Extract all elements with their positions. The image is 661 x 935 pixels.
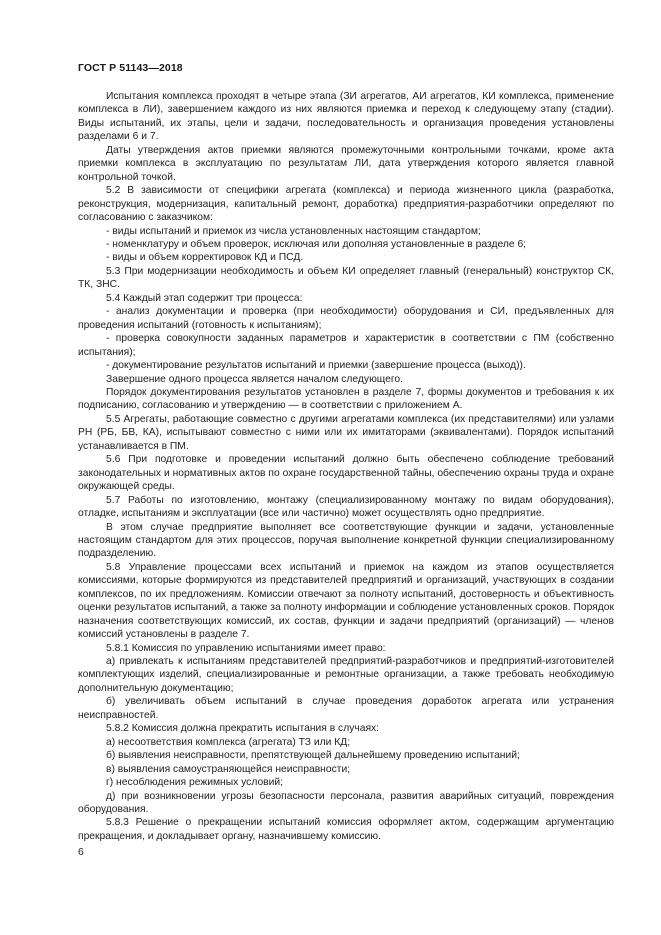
paragraph: 5.4 Каждый этап содержит три процесса: — [106, 292, 303, 304]
list-item: - документирование результатов испытаний и приемки (завершение процесса (выход)). — [106, 360, 526, 372]
list-item: г) несоблюдения режимных условий; — [106, 777, 284, 789]
paragraph: 5.3 При модернизации необходимость и объем КИ определяет главный (генеральный) конструктор СК, ТК, ЗНС. — [78, 265, 614, 291]
paragraph: 5.7 Работы по изготовлению, монтажу (специализированному монтажу по видам оборудования), отладке, испытаниям и эксплуатации (все или частично) может осуществлять одно предприятие. — [78, 494, 614, 520]
paragraph: Порядок документирования результатов установлен в разделе 7, формы документов и требования к их подписанию, согласованию и утверждению — в соответствии с приложением А. — [78, 386, 614, 412]
paragraph: 5.8 Управление процессами всех испытаний и приемок на каждом из этапов осуществляется комиссиями, которые формируются из представителей предприятий и организаций, участвующих в создании комплексов, по их предложениям. Комиссии отвечают за полноту испытаний, достоверность и объективность оценки результатов испытаний, а также за полноту информации и соблюдение установленных сроков. Порядок назначения соответствующих комиссий, их состав, функции и задачи предприятий (организаций) — членов комиссий установлены в разделе 7. — [78, 561, 614, 641]
paragraph: 5.8.3 Решение о прекращении испытаний комиссия оформляет актом, содержащим аргументацию прекращения, и докладывает органу, назначившему комиссию. — [78, 817, 614, 842]
list-item: д) при возникновении угрозы безопасности персонала, развития аварийных ситуаций, повреждения оборудования. — [78, 790, 614, 816]
list-item: - виды и объем корректировок КД и ПСД. — [106, 252, 304, 264]
paragraph: 5.8.2 Комиссия должна прекратить испытания в случаях: — [106, 723, 380, 735]
list-item: - анализ документации и проверка (при необходимости) оборудования и СИ, предъявленных для проведения испытаний (готовность к испытаниям); — [78, 306, 614, 331]
document-header: ГОСТ Р 51143—2018 — [78, 62, 183, 74]
list-item: а) несоответствия комплекса (агрегата) ТЗ или КД; — [106, 736, 351, 748]
paragraph: 5.6 При подготовке и проведении испытаний должно быть обеспечено соблюдение требований законодательных и нормативных актов по охране государственной тайны, обеспечению охраны труда и охране окружающей среды. — [78, 454, 614, 493]
list-item: - проверка совокупности заданных параметров и характеристик в соответствии с ПМ (собственно испытания); — [78, 333, 614, 358]
page-number: 6 — [78, 846, 84, 858]
paragraph: 5.5 Агрегаты, работающие совместно с другими агрегатами комплекса (их представителями) или узлами РН (РБ, БВ, КА), испытывают совместно с ними или их имитаторами (эквивалентами). Порядок испытаний устанавливается в ПМ. — [78, 413, 614, 452]
paragraph: Завершение одного процесса является началом следующего. — [106, 373, 403, 385]
paragraph: 5.8.1 Комиссия по управлению испытаниями имеет право: — [106, 642, 386, 654]
list-item: б) выявления неисправности, препятствующей дальнейшему проведению испытаний; — [106, 750, 520, 762]
list-item: в) выявления самоустраняющейся неисправности; — [106, 763, 351, 775]
paragraph: В этом случае предприятие выполняет все соответствующие функции и задачи, установленные настоящим стандартом для этих процессов, поручая выполнение конкретной функции специализированному подразделению. — [78, 521, 614, 560]
list-item: - виды испытаний и приемок из числа установленных настоящим стандартом; — [106, 225, 481, 237]
document-body — [78, 90, 614, 843]
paragraph: Даты утверждения актов приемки являются промежуточными контрольными точками, кроме акта приемки комплекса в эксплуатацию по результатам ЛИ, дата утверждения которого является главной контрольной точкой. — [78, 144, 614, 183]
list-item: - номенклатуру и объем проверок, исключая или дополняя установленные в разделе 6; — [106, 238, 527, 250]
paragraph: Испытания комплекса проходят в четыре этапа (ЗИ агрегатов, АИ агрегатов, КИ комплекса, применение комплекса в ЛИ), завершением каждого из них являются приемка и переход к следующему этапу (стадии). Виды испытаний, их этапы, цели и задачи, последовательность и организация проведения установлены разделами 6 и 7. — [78, 91, 614, 143]
list-item: б) увеличивать объем испытаний в случае проведения доработок агрегата или устранения неисправностей. — [78, 696, 614, 721]
paragraph: 5.2 В зависимости от специфики агрегата (комплекса) и периода жизненного цикла (разработка, реконструкция, модернизация, капитальный ремонт, доработка) предприятия-разработчики определяют по согласованию с заказчиком: — [78, 185, 614, 224]
list-item: а) привлекать к испытаниям представителей предприятий-разработчиков и предприятий-изготовителей комплектующих изделий, специализированные и ремонтные организации, а также требовать необходимую дополнительную документацию; — [78, 656, 614, 694]
